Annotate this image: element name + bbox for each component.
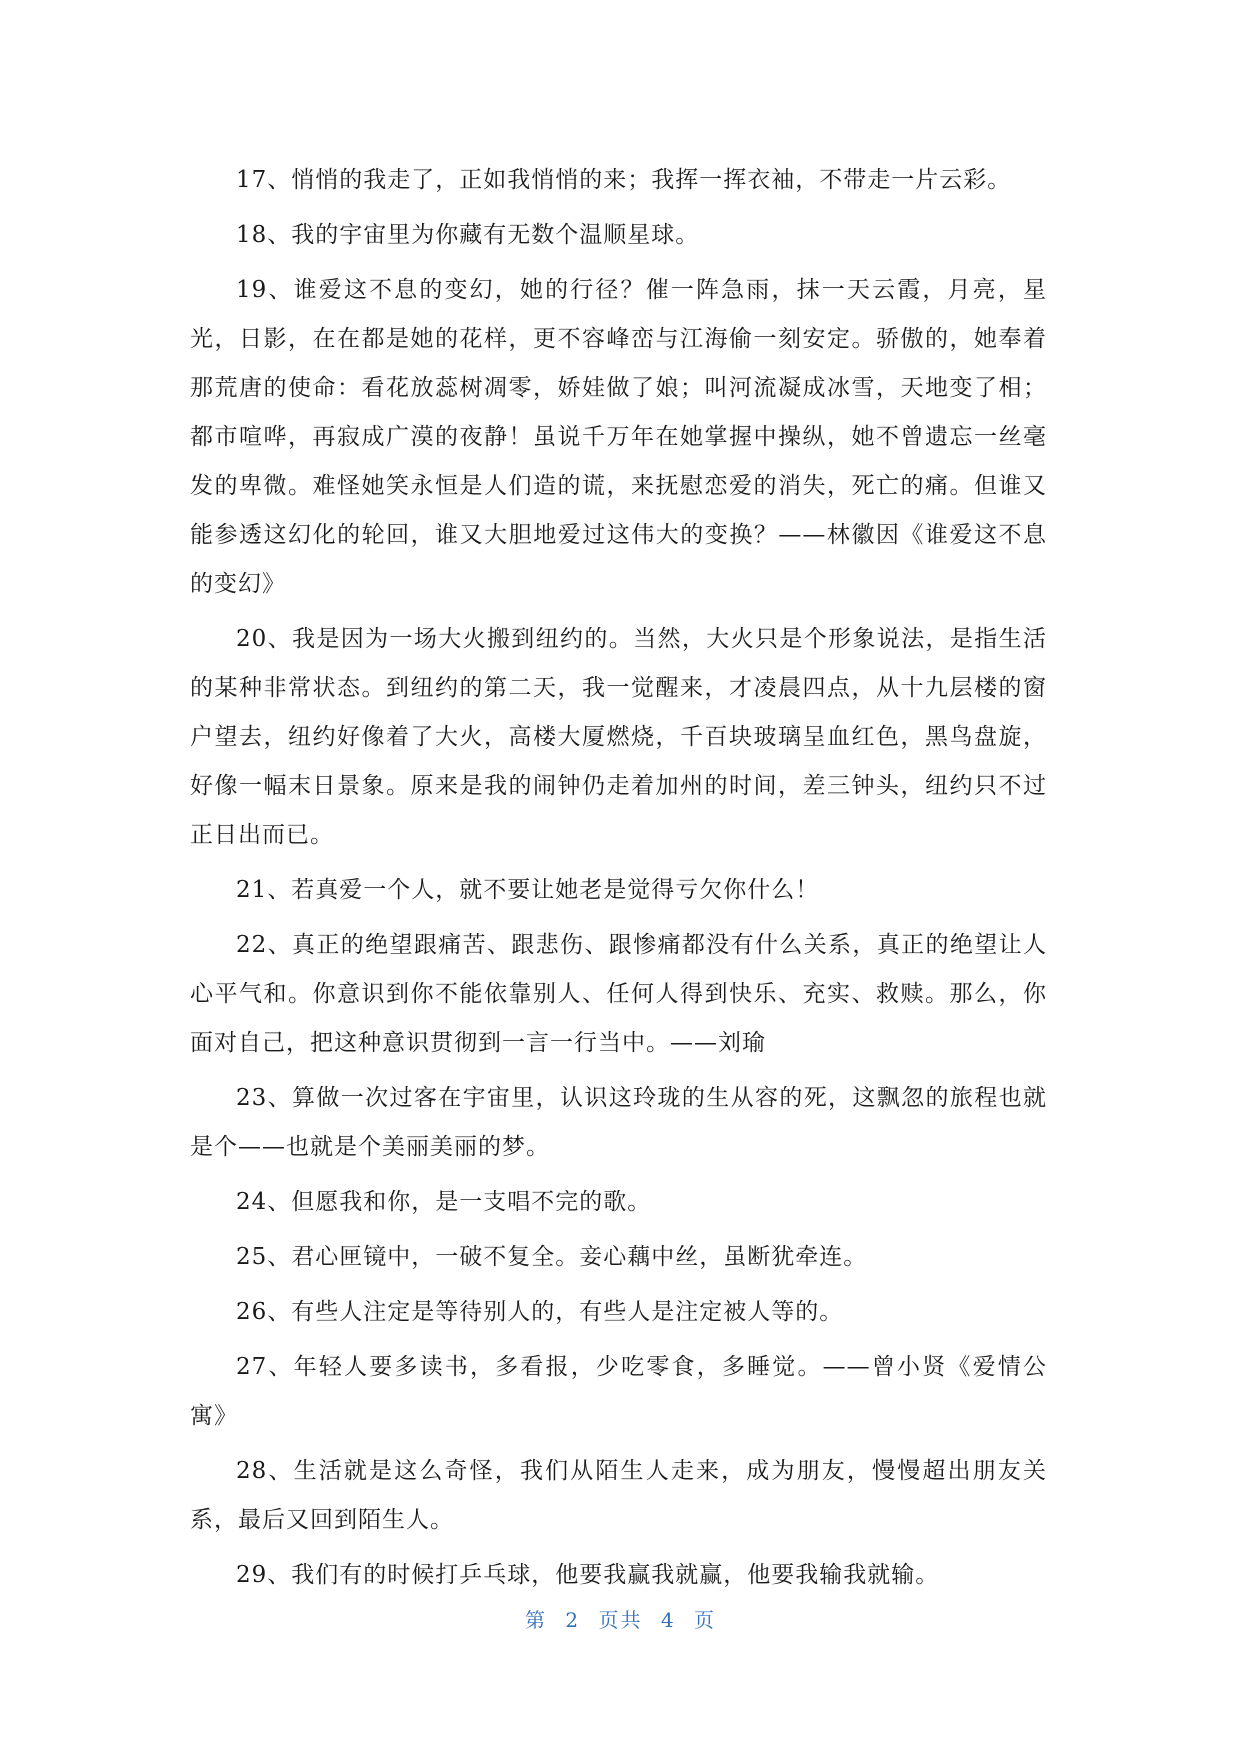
quote-paragraph-23: 23、算做一次过客在宇宙里，认识这玲珑的生从容的死，这飘忽的旅程也就是个——也就是个美丽美丽的梦。	[190, 1085, 1047, 1160]
quote-paragraph-25: 25、君心匣镜中，一破不复全。妾心藕中丝，虽断犹牵连。	[236, 1244, 868, 1270]
document-body	[190, 156, 1047, 1606]
footer-current-page: 2	[565, 1608, 581, 1632]
page-footer	[0, 1604, 1241, 1633]
quote-paragraph-21: 21、若真爱一个人，就不要让她老是觉得亏欠你什么！	[236, 877, 820, 903]
quote-paragraph-18: 18、我的宇宙里为你藏有无数个温顺星球。	[236, 222, 700, 248]
quote-paragraph-19: 19、谁爱这不息的变幻，她的行径？催一阵急雨，抹一天云霞，月亮，星光，日影，在在都是她的花样，更不容峰峦与江海偷一刻安定。骄傲的，她奉着那荒唐的使命：看花放蕊树凋零，娇娃做了娘；叫河流凝成冰雪，天地变了相；都市喧哗，再寂成广漠的夜静！虽说千万年在她掌握中操纵，她不曾遗忘一丝毫发的卑微。难怪她笑永恒是人们造的谎，来抚慰恋爱的消失，死亡的痛。但谁又能参透这幻化的轮回，谁又大胆地爱过这伟大的变换？——林徽因《谁爱这不息的变幻》	[190, 277, 1047, 597]
quote-paragraph-28: 28、生活就是这么奇怪，我们从陌生人走来，成为朋友，慢慢超出朋友关系，最后又回到陌生人。	[190, 1458, 1047, 1533]
quote-paragraph-29: 29、我们有的时候打乒乓球，他要我赢我就赢，他要我输我就输。	[236, 1562, 940, 1588]
quote-paragraph-24: 24、但愿我和你，是一支唱不完的歌。	[236, 1189, 652, 1215]
quote-paragraph-20: 20、我是因为一场大火搬到纽约的。当然，大火只是个形象说法，是指生活的某种非常状态。到纽约的第二天，我一觉醒来，才凌晨四点，从十九层楼的窗户望去，纽约好像着了大火，高楼大厦燃烧，千百块玻璃呈血红色，黑鸟盘旋，好像一幅末日景象。原来是我的闹钟仍走着加州的时间，差三钟头，纽约只不过正日出而已。	[190, 626, 1047, 848]
footer-middle: 页共	[598, 1608, 643, 1632]
quote-paragraph-17: 17、悄悄的我走了，正如我悄悄的来；我挥一挥衣袖，不带走一片云彩。	[236, 167, 1012, 193]
quote-paragraph-22: 22、真正的绝望跟痛苦、跟悲伤、跟惨痛都没有什么关系，真正的绝望让人心平气和。你意识到你不能依靠别人、任何人得到快乐、充实、救赎。那么，你面对自己，把这种意识贯彻到一言一行当中。——刘瑜	[190, 932, 1047, 1056]
footer-total-pages: 4	[660, 1608, 676, 1632]
quote-paragraph-27: 27、年轻人要多读书，多看报，少吃零食，多睡觉。——曾小贤《爱情公寓》	[190, 1354, 1047, 1429]
quote-paragraph-26: 26、有些人注定是等待别人的，有些人是注定被人等的。	[236, 1299, 844, 1325]
footer-prefix: 第	[525, 1608, 548, 1632]
footer-suffix: 页	[693, 1608, 716, 1632]
